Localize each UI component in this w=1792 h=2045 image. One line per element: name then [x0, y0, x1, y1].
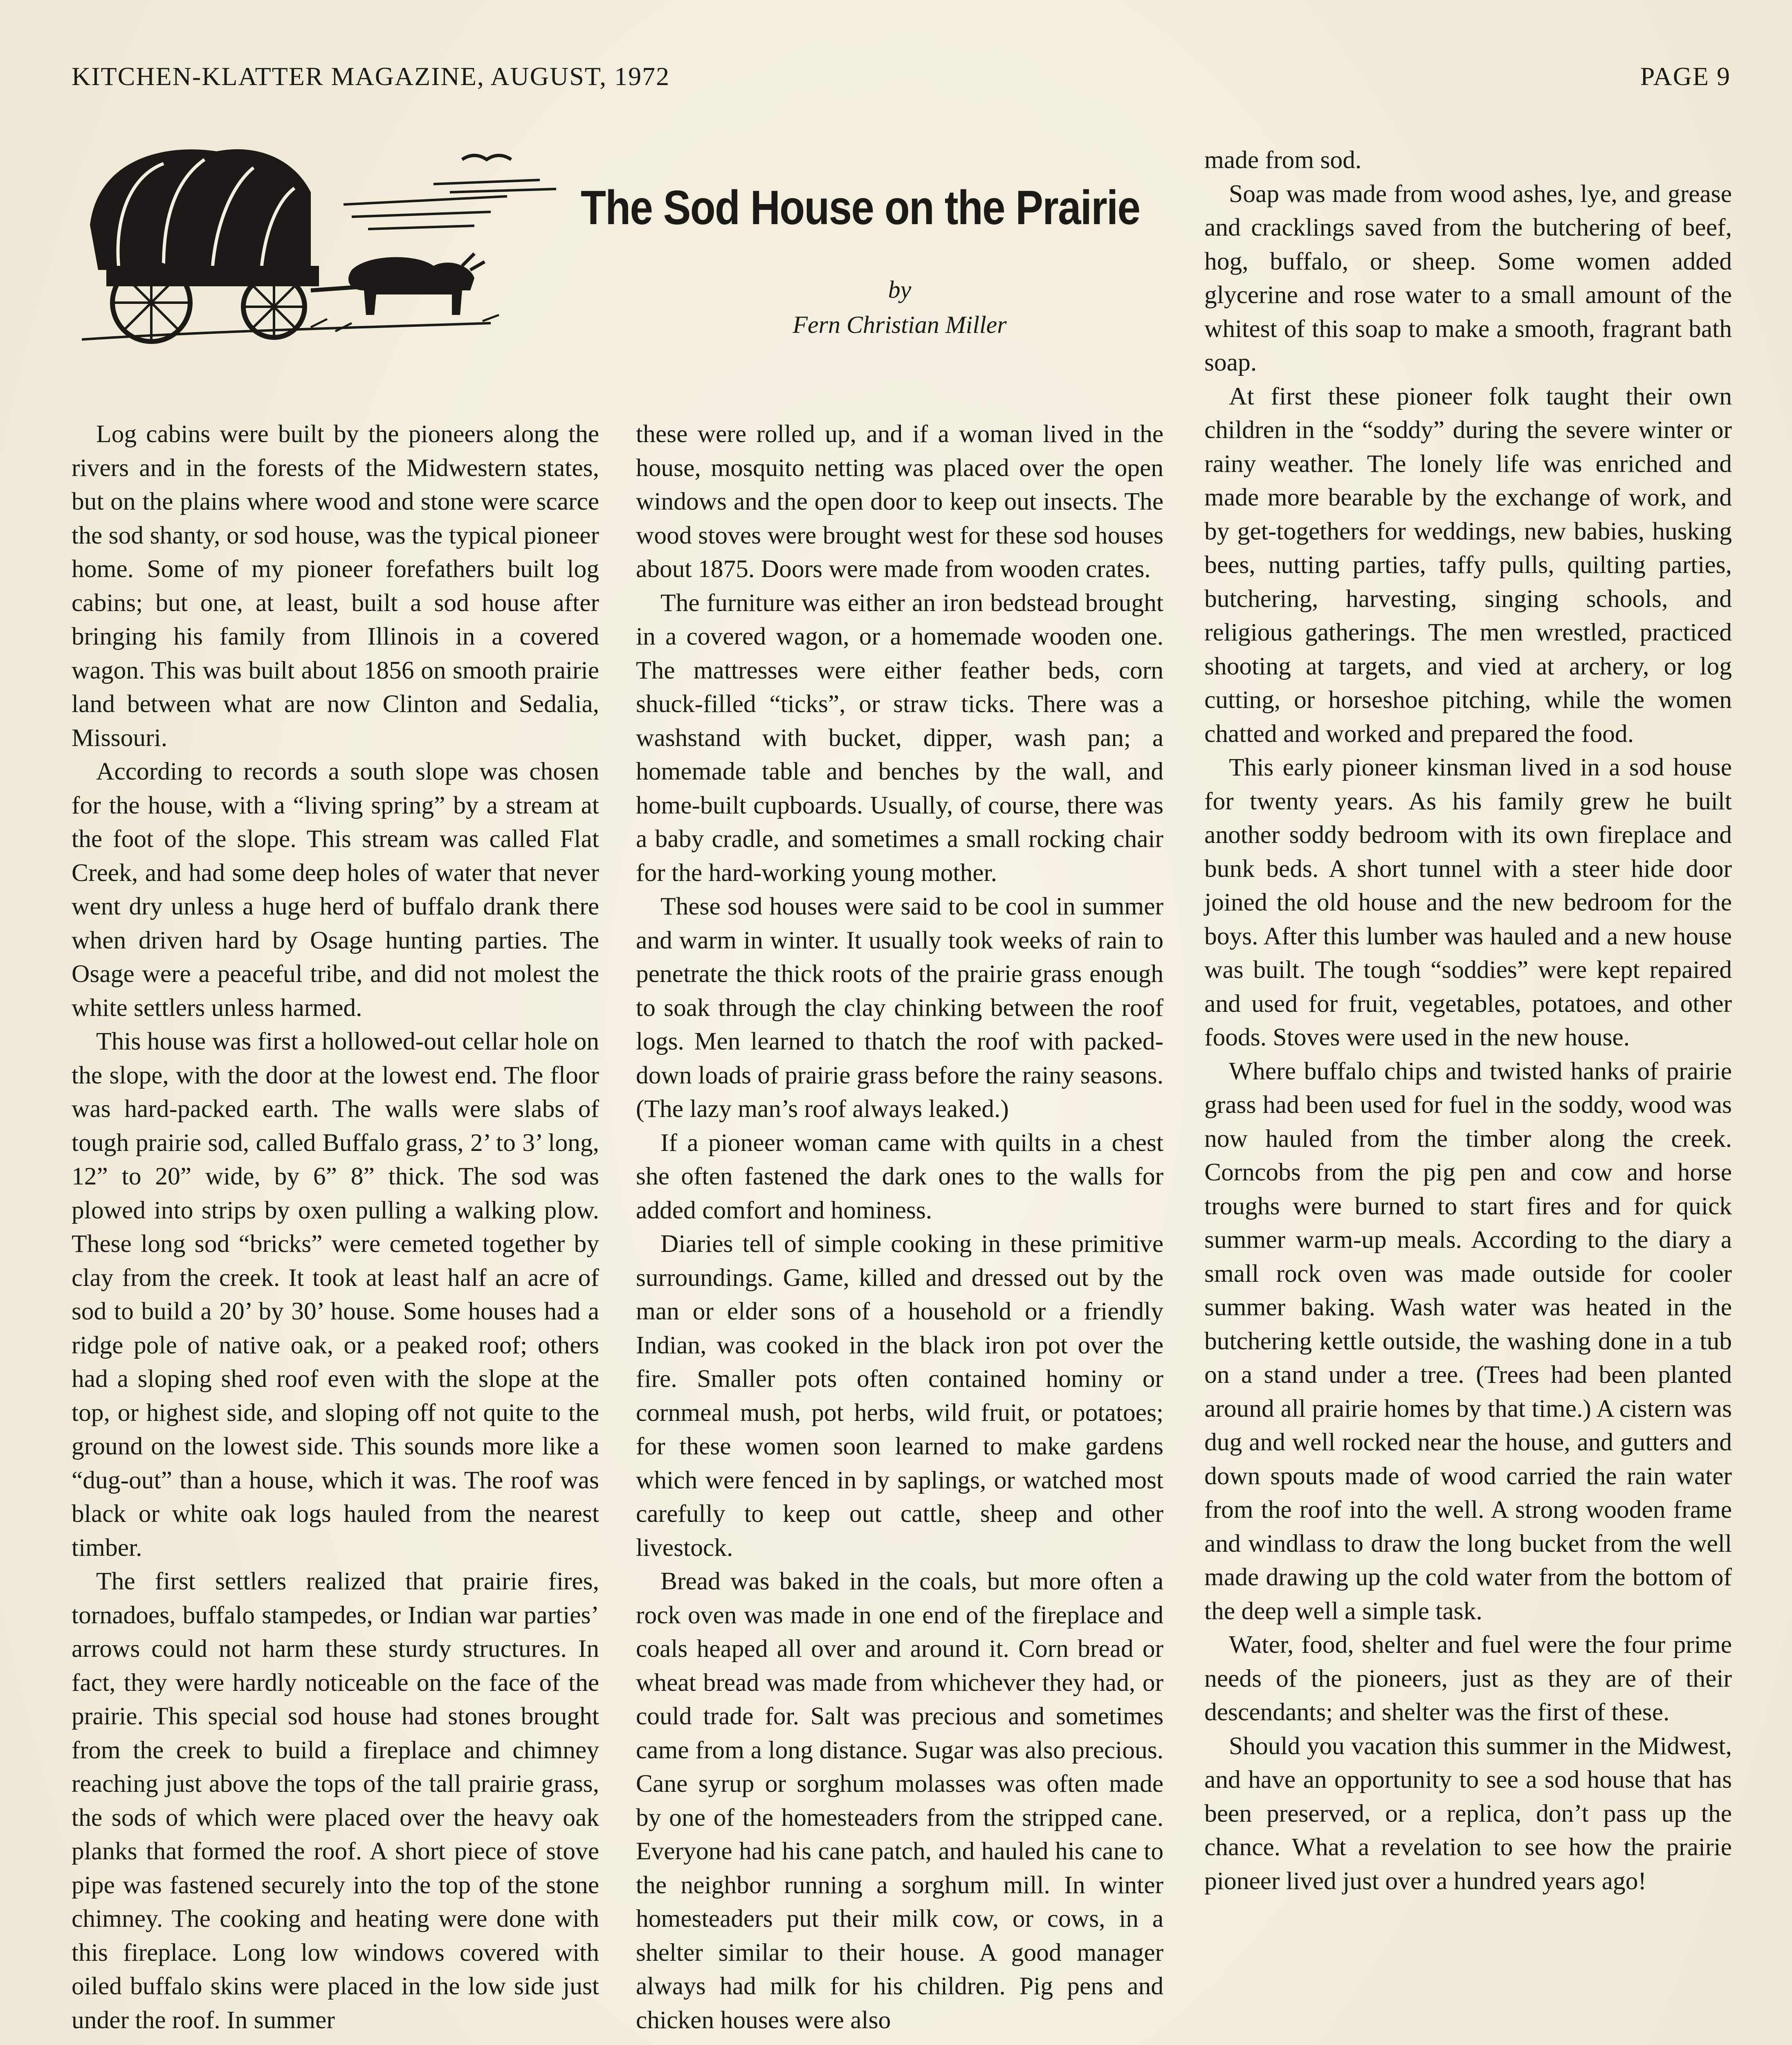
paragraph: Diaries tell of simple cooking in these primitive surroundings. Game, killed and dressed out by the man or elder sons of a household or a friendly Indian, was cooked in the black iron pot over the fire. Smaller pots often contained hominy or cornmeal mush, pot herbs, wild fruit, or potatoes; for these women soon learned to make gardens which were fenced in by saplings, or watched most carefully to keep out cattle, sheep and other livestock.: [636, 1230, 1163, 1562]
paragraph: Bread was baked in the coals, but more often a rock oven was made in one end of the fireplace and coals heaped all over and around it. Corn bread or wheat bread was made from whichever they had, or could trade for. Salt was precious and sometimes came from a long distance. Sugar was also precious. Cane syrup or sorghum molasses was often made by one of the homesteaders from the stripped cane. Everyone had his cane patch, and hauled his cane to the neighbor running a sorghum mill. In winter homesteaders put their milk cow, or cows, in a shelter similar to their house. A good manager always had milk for his children. Pig pens and chicken houses were also: [636, 1567, 1163, 2034]
running-head: [72, 61, 1731, 98]
paragraph: The first settlers realized that prairie fires, tornadoes, buffalo stampedes, or Indian war parties’ arrows could not harm these sturdy structures. In fact, they were hardly noticeable on the face of the prairie. This special sod house had stones brought from the creek to build a fireplace and chimney reaching just above the tops of the tall prairie grass, the sods of which were placed over the heavy oak planks that formed the roof. A short piece of stove pipe was fastened securely into the top of the stone chimney. The cooking and heating were done with this fireplace. Long low windows covered with oiled buffalo skins were placed in the low side just under the roof. In summer: [72, 1567, 599, 2034]
byline: [573, 272, 1227, 342]
paragraph: This early pioneer kinsman lived in a sod house for twenty years. As his family grew he built another soddy bedroom with its own fireplace and bunk beds. A short tunnel with a steer hide door joined the old house and the new bedroom for the boys. After this lumber was hauled and a new house was built. The tough “soddies” were kept repaired and used for fruit, vegetables, potatoes, and other foods. Stoves were used in the new house.: [1204, 753, 1732, 1051]
paragraph: Soap was made from wood ashes, lye, and grease and cracklings saved from the butchering of beef, hog, buffalo, or sheep. Some women added glycerine and rose water to a small amount of the whitest of this soap to make a smooth, fragrant bath soap.: [1204, 180, 1732, 376]
paragraph: At first these pioneer folk taught their own children in the “soddy” during the severe winter or rainy weather. The lonely life was enriched and made more bearable by the exchange of work, and by get-togethers for weddings, new babies, husking bees, nutting parties, taffy pulls, quilting parties, butchering, harvesting, singing schools, and religious gatherings. The men wrestled, practiced shooting at targets, and vied at archery, or log cutting, or horseshoe pitching, while the women chatted and worked and prepared the food.: [1204, 382, 1732, 748]
byline-by: by: [888, 276, 912, 303]
paragraph: made from sod.: [1204, 146, 1362, 174]
paragraph: These sod houses were said to be cool in summer and warm in winter. It usually took weeks of rain to penetrate the thick roots of the prairie grass enough to soak through the clay chinking between the roof logs. Men learned to thatch the roof with packed-down loads of prairie grass before the rainy seasons. (The lazy man’s roof always leaked.): [636, 892, 1163, 1123]
paragraph: Log cabins were built by the pioneers along the rivers and in the forests of the Midwestern states, but on the plains where wood and stone were scarce the sod shanty, or sod house, was the typical pioneer home. Some of my pioneer forefathers built log cabins; but one, at least, built a sod house after bringing his family from Illinois in a covered wagon. This was built about 1856 on smooth prairie land between what are now Clinton and Sedalia, Missouri.: [72, 420, 599, 752]
page-number: PAGE 9: [1640, 62, 1731, 91]
article-column-1: [72, 417, 599, 2037]
paragraph: This house was first a hollowed-out cellar hole on the slope, with the door at the lowest end. The floor was hard-packed earth. The walls were slabs of tough prairie sod, called Buffalo grass, 2’ to 3’ long, 12” to 20” wide, by 6” 8” thick. The sod was plowed into strips by oxen pulling a walking plow. These long sod “bricks” were cemeted together by clay from the creek. It took at least half an acre of sod to build a 20’ by 30’ house. Some houses had a ridge pole of native oak, or a peaked roof; others had a sloping shed roof even with the slope at the top, or highest side, and sloping off not quite to the ground on the lowest side. This sounds more like a “dug-out” than a house, which it was. The roof was black or white oak logs hauled from the nearest timber.: [72, 1027, 599, 1562]
paragraph: If a pioneer woman came with quilts in a chest she often fastened the dark ones to the walls for added comfort and hominess.: [636, 1128, 1163, 1224]
author-name: Fern Christian Miller: [793, 311, 1007, 338]
paragraph: The furniture was either an iron bedstead brought in a covered wagon, or a homemade wooden one. The mattresses were either feather beds, corn shuck-filled “ticks”, or straw ticks. There was a washstand with bucket, dipper, wash pan; a homemade table and benches by the wall, and home-built cupboards. Usually, of course, there was a baby cradle, and sometimes a small rocking chair for the hard-working young mother.: [636, 589, 1163, 887]
magazine-issue: KITCHEN-KLATTER MAGAZINE, AUGUST, 1972: [72, 62, 670, 91]
paragraph: According to records a south slope was chosen for the house, with a “living spring” by a stream at the foot of the slope. This stream was called Flat Creek, and had some deep holes of water that never went dry unless a huge herd of buffalo drank there when driven hard by Osage hunting parties. The Osage were a peaceful tribe, and did not molest the white settlers unless harmed.: [72, 757, 599, 1022]
paragraph: these were rolled up, and if a woman lived in the house, mosquito netting was placed over the open windows and the open door to keep out insects. The wood stoves were brought west for these sod houses about 1875. Doors were made from wooden crates.: [636, 420, 1163, 583]
covered-wagon-oxen-icon: [82, 135, 564, 348]
paragraph: Where buffalo chips and twisted hanks of prairie grass had been used for fuel in the soddy, wood was now hauled from the timber along the creek. Corncobs from the pig pen and cow and horse troughs were burned to start fires and for quick summer warm-up meals. According to the diary a small rock oven was made outside for cooler summer baking. Wash water was heated in the butchering kettle outside, the washing done in a tub on a stand under a tree. (Trees had been planted around all prairie homes by that time.) A cistern was dug and well rocked near the house, and gutters and down spouts made of wood carried the rain water from the roof into the well. A strong wooden frame and windlass to draw the long bucket from the well made drawing up the cold water from the bottom of the deep well a simple task.: [1204, 1057, 1732, 1625]
article-column-3: [1204, 143, 1732, 1898]
paragraph: Should you vacation this summer in the Midwest, and have an opportunity to see a sod house that has been preserved, or a replica, don’t pass up the chance. What a revelation to see how the prairie pioneer lived just over a hundred years ago!: [1204, 1732, 1732, 1895]
paragraph: Water, food, shelter and fuel were the four prime needs of the pioneers, just as they are of their descendants; and shelter was the first of these.: [1204, 1631, 1732, 1726]
article-title: The Sod House on the Prairie: [581, 181, 1140, 235]
article-column-2: [636, 417, 1163, 2037]
